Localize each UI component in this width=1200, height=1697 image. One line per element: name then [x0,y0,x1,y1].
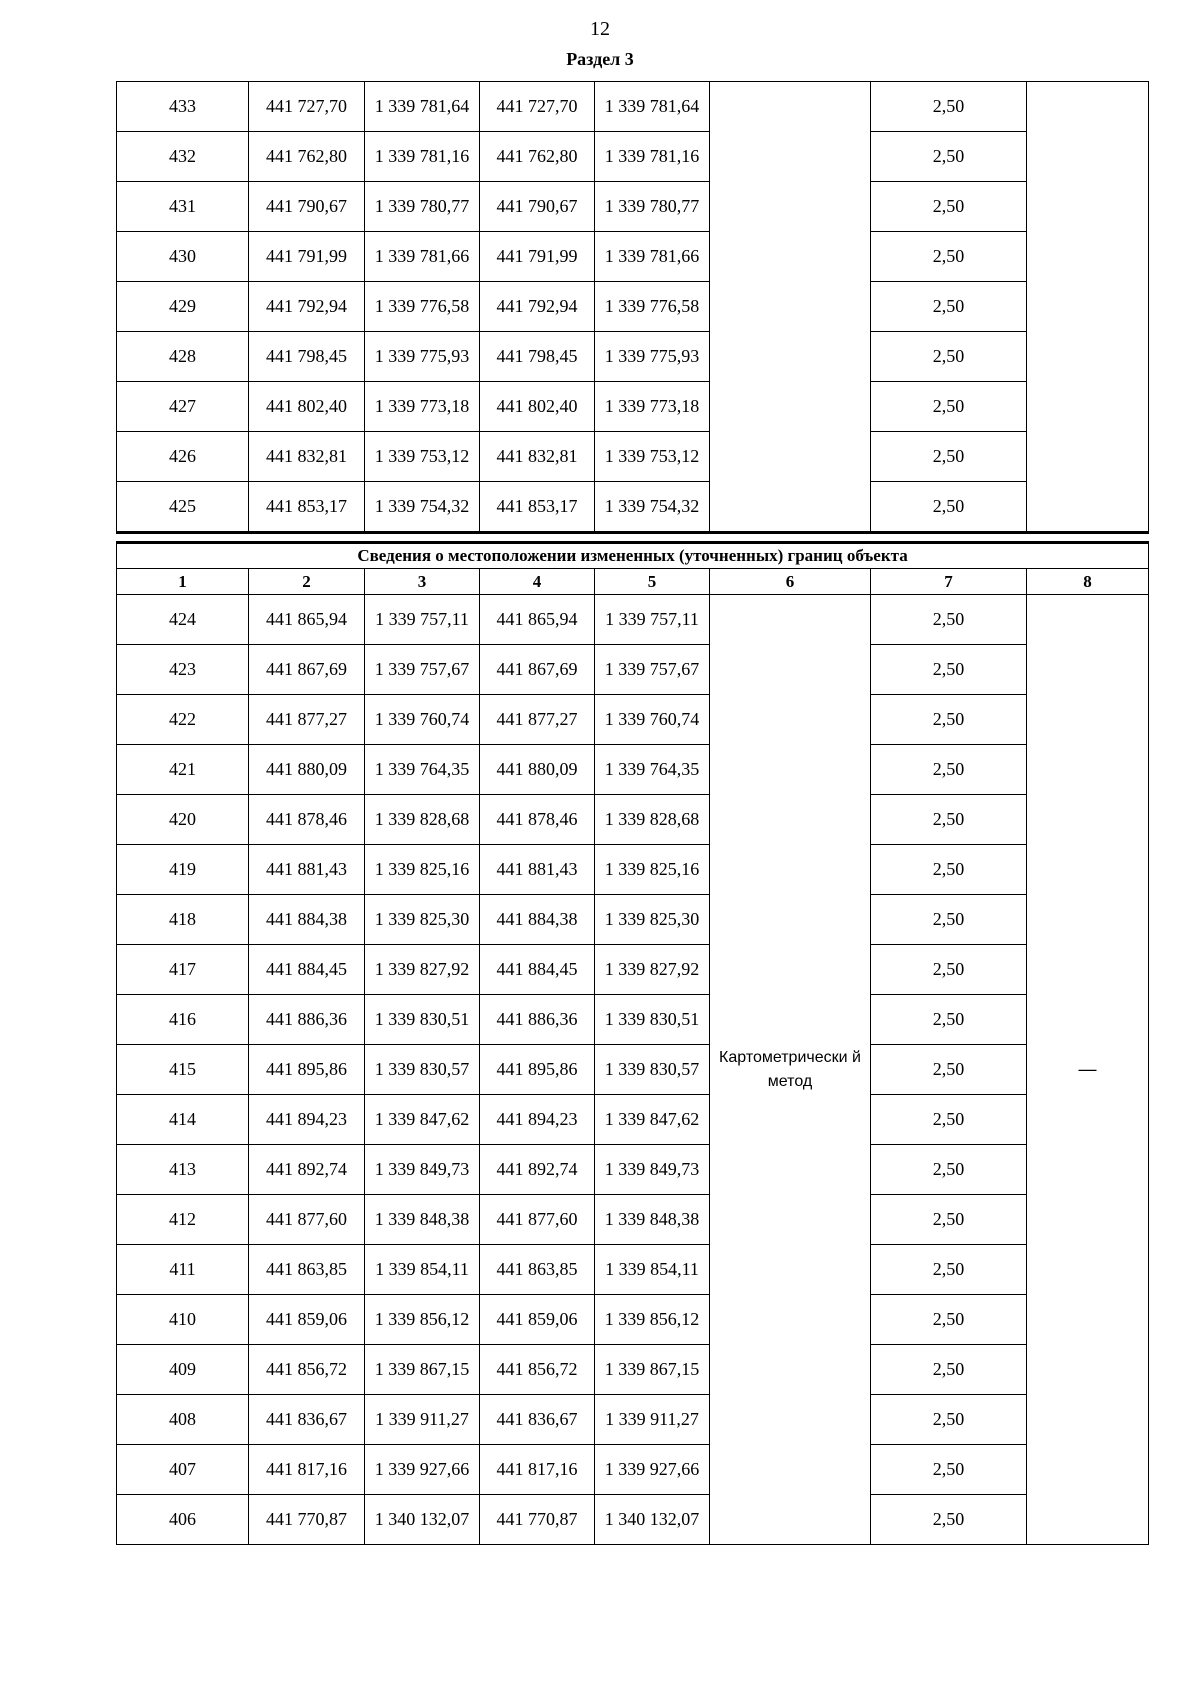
info-heading-row [117,543,1149,569]
y-existing-cell: 1 340 132,07 [365,1495,480,1545]
x-new-cell: 441 770,87 [480,1495,595,1545]
y-new-cell: 1 339 776,58 [595,282,710,332]
info-heading: Сведения о местоположении измененных (уточненных) границ объекта [117,543,1149,569]
table-row [117,1295,1149,1345]
x-existing-cell: 441 802,40 [249,382,365,432]
x-existing-cell: 441 892,74 [249,1145,365,1195]
y-existing-cell: 1 339 825,30 [365,895,480,945]
point-number-cell: 407 [117,1445,249,1495]
y-new-cell: 1 339 764,35 [595,745,710,795]
table-row [117,695,1149,745]
y-new-cell: 1 339 911,27 [595,1395,710,1445]
x-new-cell: 441 791,99 [480,232,595,282]
y-existing-cell: 1 339 827,92 [365,945,480,995]
x-new-cell: 441 880,09 [480,745,595,795]
table-row [117,1395,1149,1445]
y-existing-cell: 1 339 753,12 [365,432,480,482]
x-existing-cell: 441 798,45 [249,332,365,382]
column-number-7: 7 [871,569,1027,595]
precision-cell: 2,50 [871,1145,1027,1195]
y-new-cell: 1 339 781,16 [595,132,710,182]
description-cell-empty [1027,82,1149,533]
x-existing-cell: 441 859,06 [249,1295,365,1345]
precision-cell: 2,50 [871,182,1027,232]
y-new-cell: 1 339 825,16 [595,845,710,895]
table-row [117,182,1149,232]
point-number-cell: 416 [117,995,249,1045]
column-number-1: 1 [117,569,249,595]
column-number-8: 8 [1027,569,1149,595]
table-row [117,1445,1149,1495]
y-existing-cell: 1 339 867,15 [365,1345,480,1395]
x-new-cell: 441 790,67 [480,182,595,232]
x-existing-cell: 441 791,99 [249,232,365,282]
x-existing-cell: 441 884,45 [249,945,365,995]
y-existing-cell: 1 339 856,12 [365,1295,480,1345]
x-new-cell: 441 867,69 [480,645,595,695]
table-row [117,1145,1149,1195]
y-new-cell: 1 339 781,66 [595,232,710,282]
y-new-cell: 1 339 828,68 [595,795,710,845]
y-existing-cell: 1 339 754,32 [365,482,480,533]
table-row [117,1495,1149,1545]
y-new-cell: 1 339 753,12 [595,432,710,482]
section-title: Раздел 3 [566,49,634,69]
x-existing-cell: 441 727,70 [249,82,365,132]
x-new-cell: 441 865,94 [480,595,595,645]
x-new-cell: 441 817,16 [480,1445,595,1495]
x-existing-cell: 441 886,36 [249,995,365,1045]
precision-cell: 2,50 [871,745,1027,795]
column-number-3: 3 [365,569,480,595]
method-cell-empty [710,82,871,533]
precision-cell: 2,50 [871,332,1027,382]
page-number: 12 [590,18,610,40]
precision-cell: 2,50 [871,482,1027,533]
point-number-cell: 409 [117,1345,249,1395]
x-new-cell: 441 892,74 [480,1145,595,1195]
column-number-6: 6 [710,569,871,595]
point-number-cell: 420 [117,795,249,845]
changed-boundaries-table [116,541,1149,1545]
table-row [117,1345,1149,1395]
y-existing-cell: 1 339 911,27 [365,1395,480,1445]
x-new-cell: 441 884,45 [480,945,595,995]
x-new-cell: 441 877,27 [480,695,595,745]
y-existing-cell: 1 339 776,58 [365,282,480,332]
x-existing-cell: 441 853,17 [249,482,365,533]
table-row [117,132,1149,182]
table-row [117,895,1149,945]
y-new-cell: 1 339 848,38 [595,1195,710,1245]
column-number-2: 2 [249,569,365,595]
x-new-cell: 441 881,43 [480,845,595,895]
precision-cell: 2,50 [871,1045,1027,1095]
y-existing-cell: 1 339 825,16 [365,845,480,895]
point-number-cell: 417 [117,945,249,995]
y-existing-cell: 1 339 854,11 [365,1245,480,1295]
point-number-cell: 428 [117,332,249,382]
x-new-cell: 441 798,45 [480,332,595,382]
precision-cell: 2,50 [871,595,1027,645]
y-existing-cell: 1 339 849,73 [365,1145,480,1195]
point-number-cell: 414 [117,1095,249,1145]
x-existing-cell: 441 865,94 [249,595,365,645]
x-existing-cell: 441 884,38 [249,895,365,945]
y-existing-cell: 1 339 757,11 [365,595,480,645]
x-new-cell: 441 832,81 [480,432,595,482]
table-row [117,1245,1149,1295]
method-cell: Картометрически й метод [710,595,871,1545]
x-existing-cell: 441 895,86 [249,1045,365,1095]
precision-cell: 2,50 [871,82,1027,132]
point-number-cell: 424 [117,595,249,645]
y-new-cell: 1 339 927,66 [595,1445,710,1495]
x-new-cell: 441 762,80 [480,132,595,182]
y-new-cell: 1 339 775,93 [595,332,710,382]
table-row [117,845,1149,895]
x-new-cell: 441 853,17 [480,482,595,533]
column-number-5: 5 [595,569,710,595]
precision-cell: 2,50 [871,232,1027,282]
y-new-cell: 1 339 781,64 [595,82,710,132]
x-new-cell: 441 878,46 [480,795,595,845]
y-existing-cell: 1 339 775,93 [365,332,480,382]
y-existing-cell: 1 339 781,66 [365,232,480,282]
x-new-cell: 441 863,85 [480,1245,595,1295]
y-new-cell: 1 340 132,07 [595,1495,710,1545]
column-number-row [117,569,1149,595]
table-row [117,82,1149,132]
x-new-cell: 441 884,38 [480,895,595,945]
point-number-cell: 421 [117,745,249,795]
y-existing-cell: 1 339 830,57 [365,1045,480,1095]
description-cell: — [1027,595,1149,1545]
y-new-cell: 1 339 867,15 [595,1345,710,1395]
point-number-cell: 431 [117,182,249,232]
coordinates-table-continued [116,81,1149,534]
table-row [117,482,1149,533]
y-existing-cell: 1 339 848,38 [365,1195,480,1245]
precision-cell: 2,50 [871,645,1027,695]
point-number-cell: 430 [117,232,249,282]
y-existing-cell: 1 339 828,68 [365,795,480,845]
x-existing-cell: 441 817,16 [249,1445,365,1495]
x-new-cell: 441 792,94 [480,282,595,332]
y-new-cell: 1 339 847,62 [595,1095,710,1145]
point-number-cell: 423 [117,645,249,695]
y-existing-cell: 1 339 764,35 [365,745,480,795]
y-new-cell: 1 339 773,18 [595,382,710,432]
point-number-cell: 418 [117,895,249,945]
x-new-cell: 441 856,72 [480,1345,595,1395]
table-row [117,332,1149,382]
x-new-cell: 441 895,86 [480,1045,595,1095]
y-new-cell: 1 339 856,12 [595,1295,710,1345]
y-existing-cell: 1 339 760,74 [365,695,480,745]
point-number-cell: 410 [117,1295,249,1345]
x-new-cell: 441 727,70 [480,82,595,132]
y-new-cell: 1 339 754,32 [595,482,710,533]
precision-cell: 2,50 [871,382,1027,432]
y-existing-cell: 1 339 830,51 [365,995,480,1045]
y-existing-cell: 1 339 927,66 [365,1445,480,1495]
x-existing-cell: 441 836,67 [249,1395,365,1445]
y-existing-cell: 1 339 781,64 [365,82,480,132]
table-row [117,745,1149,795]
table-row [117,795,1149,845]
y-existing-cell: 1 339 781,16 [365,132,480,182]
x-existing-cell: 441 867,69 [249,645,365,695]
table-row [117,645,1149,695]
y-existing-cell: 1 339 757,67 [365,645,480,695]
x-existing-cell: 441 894,23 [249,1095,365,1145]
x-existing-cell: 441 878,46 [249,795,365,845]
precision-cell: 2,50 [871,1195,1027,1245]
point-number-cell: 415 [117,1045,249,1095]
point-number-cell: 425 [117,482,249,533]
y-new-cell: 1 339 830,51 [595,995,710,1045]
point-number-cell: 408 [117,1395,249,1445]
precision-cell: 2,50 [871,795,1027,845]
x-existing-cell: 441 877,60 [249,1195,365,1245]
precision-cell: 2,50 [871,1445,1027,1495]
y-new-cell: 1 339 757,67 [595,645,710,695]
point-number-cell: 411 [117,1245,249,1295]
y-new-cell: 1 339 830,57 [595,1045,710,1095]
precision-cell: 2,50 [871,132,1027,182]
table-row [117,382,1149,432]
y-new-cell: 1 339 780,77 [595,182,710,232]
point-number-cell: 406 [117,1495,249,1545]
y-new-cell: 1 339 825,30 [595,895,710,945]
table-row [117,1195,1149,1245]
point-number-cell: 432 [117,132,249,182]
y-new-cell: 1 339 760,74 [595,695,710,745]
y-new-cell: 1 339 854,11 [595,1245,710,1295]
precision-cell: 2,50 [871,1495,1027,1545]
x-existing-cell: 441 863,85 [249,1245,365,1295]
x-existing-cell: 441 832,81 [249,432,365,482]
table-row [117,432,1149,482]
table-row [117,1095,1149,1145]
precision-cell: 2,50 [871,1245,1027,1295]
precision-cell: 2,50 [871,845,1027,895]
x-existing-cell: 441 790,67 [249,182,365,232]
x-existing-cell: 441 856,72 [249,1345,365,1395]
table-row [117,995,1149,1045]
x-new-cell: 441 836,67 [480,1395,595,1445]
precision-cell: 2,50 [871,1345,1027,1395]
y-existing-cell: 1 339 780,77 [365,182,480,232]
point-number-cell: 419 [117,845,249,895]
table-row [117,595,1149,645]
y-existing-cell: 1 339 847,62 [365,1095,480,1145]
precision-cell: 2,50 [871,1095,1027,1145]
column-number-4: 4 [480,569,595,595]
precision-cell: 2,50 [871,282,1027,332]
precision-cell: 2,50 [871,695,1027,745]
table-row [117,232,1149,282]
x-new-cell: 441 802,40 [480,382,595,432]
table-row [117,1045,1149,1095]
x-existing-cell: 441 877,27 [249,695,365,745]
x-existing-cell: 441 762,80 [249,132,365,182]
x-new-cell: 441 859,06 [480,1295,595,1345]
point-number-cell: 427 [117,382,249,432]
table-row [117,282,1149,332]
point-number-cell: 433 [117,82,249,132]
y-new-cell: 1 339 849,73 [595,1145,710,1195]
x-existing-cell: 441 792,94 [249,282,365,332]
point-number-cell: 413 [117,1145,249,1195]
x-new-cell: 441 886,36 [480,995,595,1045]
x-existing-cell: 441 770,87 [249,1495,365,1545]
y-existing-cell: 1 339 773,18 [365,382,480,432]
table-row [117,945,1149,995]
precision-cell: 2,50 [871,432,1027,482]
x-existing-cell: 441 881,43 [249,845,365,895]
point-number-cell: 422 [117,695,249,745]
precision-cell: 2,50 [871,995,1027,1045]
x-new-cell: 441 877,60 [480,1195,595,1245]
precision-cell: 2,50 [871,1395,1027,1445]
precision-cell: 2,50 [871,945,1027,995]
x-existing-cell: 441 880,09 [249,745,365,795]
y-new-cell: 1 339 757,11 [595,595,710,645]
y-new-cell: 1 339 827,92 [595,945,710,995]
precision-cell: 2,50 [871,895,1027,945]
point-number-cell: 429 [117,282,249,332]
x-new-cell: 441 894,23 [480,1095,595,1145]
point-number-cell: 426 [117,432,249,482]
precision-cell: 2,50 [871,1295,1027,1345]
point-number-cell: 412 [117,1195,249,1245]
